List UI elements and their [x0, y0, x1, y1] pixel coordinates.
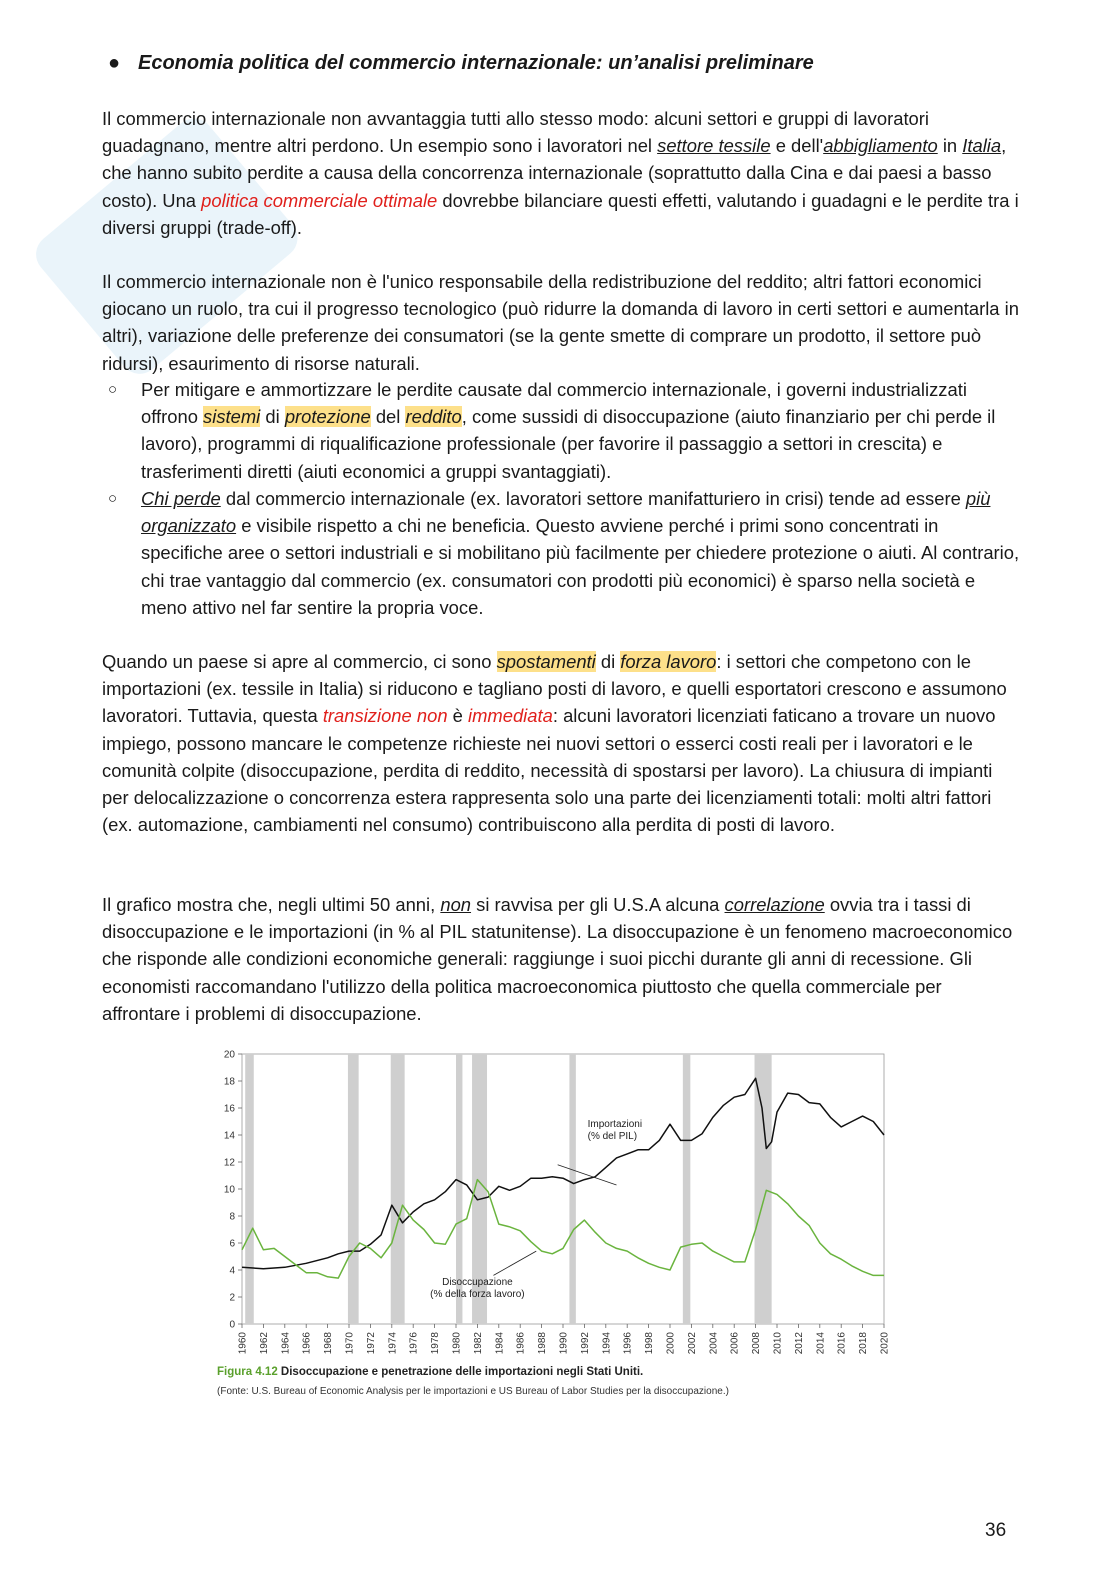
sub-bullet-1: ○ Per mitigare e ammortizzare le perdite causate dal commercio internazionale, i governi industrializzati offrono sistemi di protezione del reddito, come sussidi di disoccupazione (aiuto finanziario per chi perde il lavoro), programmi di riqualificazione professionale (per favorire il passaggio a settori in crescita) e trasferimenti diretti (aiuti economici a gruppi svantaggiati).: [141, 376, 1021, 485]
imports-label-line-1: (% del PIL): [587, 1130, 638, 1142]
imports-leader-line: [558, 1165, 617, 1185]
x-tick-label-2016: 2016: [836, 1332, 848, 1355]
x-tick-label-1992: 1992: [579, 1332, 591, 1355]
x-tick-label-2006: 2006: [729, 1332, 741, 1355]
highlight-protezione: protezione: [284, 406, 371, 428]
x-tick-label-1966: 1966: [301, 1332, 313, 1355]
x-tick-label-2002: 2002: [686, 1332, 698, 1355]
x-tick-label-1990: 1990: [558, 1332, 570, 1355]
highlight-sistemi: sistemi: [203, 406, 261, 428]
x-tick-label-2018: 2018: [858, 1332, 870, 1355]
unemployment-leader-line: [493, 1251, 536, 1275]
x-tick-label-2014: 2014: [815, 1332, 827, 1355]
unemployment-label-line-1: (% della forza lavoro): [430, 1288, 525, 1300]
x-tick-label-1994: 1994: [601, 1332, 613, 1355]
red-immediata: immediata: [468, 705, 553, 727]
paragraph-3: Quando un paese si apre al commercio, ci sono spostamenti di forza lavoro: i settori che competono con le importazioni (ex. tessile in Italia) si riducono e tagliano posti di lavoro, e quelli esportatori crescono e assumono lavoratori. Tuttavia, questa transizione non è immediata: alcuni lavoratori licenziati faticano a trovare un nuovo impiego, possono mancare le competenze richieste nei nuovi settori o esserci costi reali per i lavoratori e le comunità colpite (disoccupazione, perdita di reddito, necessità di spostarsi per lavoro). La chiusura di impianti per delocalizzazione o concorrenza estera rappresenta solo una parte dei licenziamenti totali: molti altri fattori (ex. automazione, cambiamenti nel consumo) contribuiscono alla perdita di posti di lavoro.: [102, 651, 1007, 836]
section-heading-text: Economia politica del commercio internazionale: un’analisi preliminare: [138, 52, 814, 74]
highlight-spostamenti: spostamenti: [496, 651, 596, 672]
underlined-abbigliamento: abbigliamento: [823, 135, 938, 157]
y-tick-label-20: 20: [223, 1049, 235, 1061]
chart-svg: [212, 1040, 902, 1366]
highlight-forza-lavoro: forza lavoro: [620, 651, 717, 672]
circle-bullet-icon: ○: [108, 381, 118, 398]
recession-band-6: [683, 1054, 690, 1324]
recession-band-7: [755, 1054, 772, 1324]
series-line-1: [242, 1180, 884, 1279]
x-tick-label-1984: 1984: [494, 1332, 506, 1355]
x-tick-label-1996: 1996: [622, 1332, 634, 1355]
x-tick-label-1980: 1980: [451, 1332, 463, 1355]
circle-bullet-icon: ○: [108, 490, 118, 507]
paragraph-2: Il commercio internazionale non è l'unico responsabile della redistribuzione del reddito; altri fattori economici giocano un ruolo, tra cui il progresso tecnologico (può ridurre la domanda di lavoro in certi settori e aumentarla in altri), variazione delle preferenze dei consumatori (se la gente smette di comprare un prodotto, il settore può ridursi), esaurimento di risorse naturali.: [102, 271, 1019, 374]
y-tick-label-18: 18: [223, 1076, 235, 1088]
underlined-settore-tessile: settore tessile: [657, 135, 771, 157]
y-tick-label-2: 2: [229, 1292, 235, 1304]
y-tick-label-12: 12: [223, 1157, 235, 1169]
underlined-non: non: [440, 894, 472, 915]
recession-band-0: [245, 1054, 254, 1324]
paragraph-4: Il grafico mostra che, negli ultimi 50 anni, non si ravvisa per gli U.S.A alcuna correlazione ovvia tra i tassi di disoccupazione e le importazioni (in % al PIL statunitense). La disoccupazione è un fenomeno macroeconomico che risponde alle condizioni economiche generali: raggiunge i suoi picchi durante gli anni di recessione. Gli economisti raccomandano l'utilizzo della politica macroeconomica piuttosto che quella commerciale per affrontare i problemi di disoccupazione.: [102, 894, 1013, 1024]
x-tick-label-1964: 1964: [280, 1332, 292, 1355]
section-heading: [108, 52, 814, 75]
figure-caption: [217, 1366, 643, 1378]
underlined-italia: Italia: [962, 135, 1002, 157]
x-tick-label-2012: 2012: [793, 1332, 805, 1355]
underlined-piu-organizzato: più organizzato: [141, 488, 991, 537]
sub-bullet-2: ○ Chi perde dal commercio internazionale (ex. lavoratori settore manifatturiero in crisi) tende ad essere più organizzato e visibile rispetto a chi ne beneficia. Questo avviene perché i primi sono concentrati in specifiche aree o settori industriali e si mobilitano più facilmente per chiedere protezione o aiuti. Al contrario, chi trae vantaggio dal commercio (ex. consumatori con prodotti più economici) è sparso nella società e meno attivo nel far sentire la propria voce.: [141, 485, 1021, 621]
x-tick-label-2020: 2020: [879, 1332, 891, 1355]
red-politica-commerciale: politica commerciale ottimale: [201, 189, 438, 211]
recession-band-2: [391, 1054, 405, 1324]
highlight-reddito: reddito: [405, 406, 462, 428]
unemployment-label-line-0: Disoccupazione: [442, 1276, 513, 1288]
x-tick-label-1968: 1968: [323, 1332, 335, 1355]
underlined-correlazione: correlazione: [724, 894, 825, 915]
y-tick-label-0: 0: [229, 1319, 235, 1331]
figure-title: Disoccupazione e penetrazione delle importazioni negli Stati Uniti.: [280, 1366, 644, 1378]
x-tick-label-2000: 2000: [665, 1332, 677, 1355]
x-tick-label-2010: 2010: [772, 1332, 784, 1355]
x-tick-label-1986: 1986: [515, 1332, 527, 1355]
recession-band-5: [569, 1054, 575, 1324]
x-tick-label-2004: 2004: [708, 1332, 720, 1355]
y-tick-label-16: 16: [223, 1103, 235, 1115]
y-tick-label-14: 14: [223, 1130, 235, 1142]
y-tick-label-4: 4: [229, 1265, 235, 1277]
page-number: 36: [985, 1520, 1007, 1541]
y-tick-label-10: 10: [223, 1184, 235, 1196]
bullet-icon: ●: [108, 52, 121, 74]
x-tick-label-1970: 1970: [344, 1332, 356, 1355]
x-tick-label-1998: 1998: [644, 1332, 656, 1355]
x-tick-label-1978: 1978: [430, 1332, 442, 1355]
paragraph-1: Il commercio internazionale non avvantaggia tutti allo stesso modo: alcuni settori e gruppi di lavoratori guadagnano, mentre altri perdono. Un esempio sono i lavoratori nel settore tessile e dell'abbigliamento in Italia, che hanno subito perdite a causa della concorrenza internazionale (soprattutto dalla Cina e dai paesi a basso costo). Una politica commerciale ottimale dovrebbe bilanciare questi effetti, valutando i guadagni e le perdite tra i diversi gruppi (trade-off).: [102, 108, 1019, 238]
x-tick-label-1962: 1962: [258, 1332, 270, 1355]
x-tick-label-1974: 1974: [387, 1332, 399, 1355]
figure-label: Figura 4.12: [217, 1366, 278, 1378]
x-tick-label-1972: 1972: [365, 1332, 377, 1355]
x-tick-label-1988: 1988: [537, 1332, 549, 1355]
figure-source: (Fonte: U.S. Bureau of Economic Analysis per le importazioni e US Bureau of Labor Studies per la disoccupazione.): [217, 1386, 729, 1397]
y-tick-label-6: 6: [229, 1238, 235, 1250]
series-line-0: [242, 1078, 884, 1268]
x-tick-label-1960: 1960: [237, 1332, 249, 1355]
underlined-chi-perde: Chi perde: [141, 488, 221, 509]
red-transizione-non: transizione non: [322, 705, 448, 727]
recession-band-1: [348, 1054, 359, 1324]
y-tick-label-8: 8: [229, 1211, 235, 1223]
imports-label-line-0: Importazioni: [587, 1118, 643, 1130]
x-tick-label-1982: 1982: [472, 1332, 484, 1355]
x-tick-label-1976: 1976: [408, 1332, 420, 1355]
chart: [212, 1040, 902, 1406]
x-tick-label-2008: 2008: [751, 1332, 763, 1355]
